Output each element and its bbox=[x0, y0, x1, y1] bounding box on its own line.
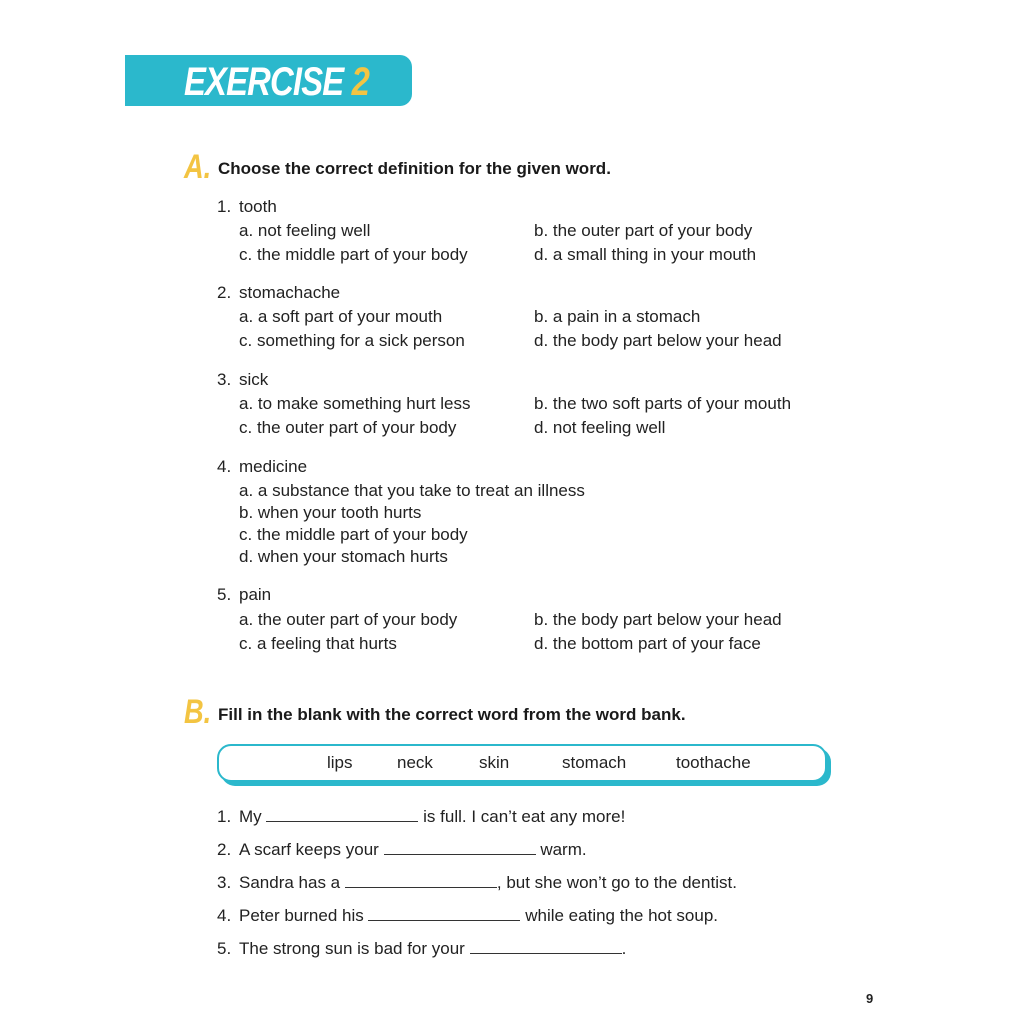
option: a. not feeling well bbox=[239, 221, 371, 240]
answer-blank[interactable] bbox=[345, 873, 497, 888]
answer-blank[interactable] bbox=[470, 939, 622, 954]
option: b. the body part below your head bbox=[534, 610, 782, 629]
section-b-letter: B. bbox=[184, 693, 212, 731]
option: b. the outer part of your body bbox=[534, 221, 753, 240]
option: a. the outer part of your body bbox=[239, 610, 458, 629]
word-bank-item: neck bbox=[397, 753, 433, 772]
option: d. the body part below your head bbox=[534, 331, 782, 350]
question-number: 4. bbox=[217, 457, 232, 476]
option: c. the middle part of your body bbox=[239, 245, 468, 264]
question-word: tooth bbox=[239, 197, 277, 216]
question-number: 5. bbox=[217, 585, 232, 604]
answer-blank[interactable] bbox=[266, 807, 418, 822]
option: b. a pain in a stomach bbox=[534, 307, 701, 326]
sentence-number: 1. bbox=[217, 807, 232, 826]
sentence-number: 3. bbox=[217, 873, 232, 892]
word-bank-item: stomach bbox=[562, 753, 627, 772]
option: a. a soft part of your mouth bbox=[239, 307, 443, 326]
option: d. when your stomach hurts bbox=[239, 547, 448, 566]
fill-sentence: My is full. I can’t eat any more! bbox=[239, 807, 626, 826]
question-word: sick bbox=[239, 370, 269, 389]
fill-sentence: Peter burned his while eating the hot soup. bbox=[239, 906, 719, 925]
question-number: 3. bbox=[217, 370, 232, 389]
option: b. the two soft parts of your mouth bbox=[534, 394, 792, 413]
word-bank-item: toothache bbox=[676, 753, 751, 772]
sentence-number: 4. bbox=[217, 906, 232, 925]
section-a-letter: A. bbox=[184, 148, 212, 186]
option: d. a small thing in your mouth bbox=[534, 245, 757, 264]
option: b. when your tooth hurts bbox=[239, 503, 422, 522]
option: d. the bottom part of your face bbox=[534, 634, 761, 653]
fill-sentence: A scarf keeps your warm. bbox=[239, 840, 587, 859]
section-b-instruction: Fill in the blank with the correct word from the word bank. bbox=[218, 705, 686, 724]
word-bank-item: lips bbox=[327, 753, 353, 772]
section-a-instruction: Choose the correct definition for the given word. bbox=[218, 159, 611, 178]
exercise-number: 2 bbox=[351, 60, 370, 104]
page-number: 9 bbox=[866, 991, 874, 1006]
sentence-number: 5. bbox=[217, 939, 232, 958]
answer-blank[interactable] bbox=[384, 840, 536, 855]
word-bank-item: skin bbox=[479, 753, 510, 772]
question-number: 2. bbox=[217, 283, 232, 302]
fill-sentence: Sandra has a , but she won’t go to the dentist. bbox=[239, 873, 737, 892]
exercise-title: EXERCISE 2 bbox=[184, 60, 370, 104]
option: a. a substance that you take to treat an illness bbox=[239, 481, 585, 500]
question-number: 1. bbox=[217, 197, 232, 216]
question-word: stomachache bbox=[239, 283, 341, 302]
option: c. something for a sick person bbox=[239, 331, 465, 350]
option: d. not feeling well bbox=[534, 418, 666, 437]
answer-blank[interactable] bbox=[368, 906, 520, 921]
question-word: medicine bbox=[239, 457, 308, 476]
sentence-number: 2. bbox=[217, 840, 232, 859]
option: c. the outer part of your body bbox=[239, 418, 457, 437]
option: a. to make something hurt less bbox=[239, 394, 471, 413]
option: c. a feeling that hurts bbox=[239, 634, 397, 653]
fill-sentence: The strong sun is bad for your . bbox=[239, 939, 627, 958]
question-word: pain bbox=[239, 585, 272, 604]
option: c. the middle part of your body bbox=[239, 525, 468, 544]
